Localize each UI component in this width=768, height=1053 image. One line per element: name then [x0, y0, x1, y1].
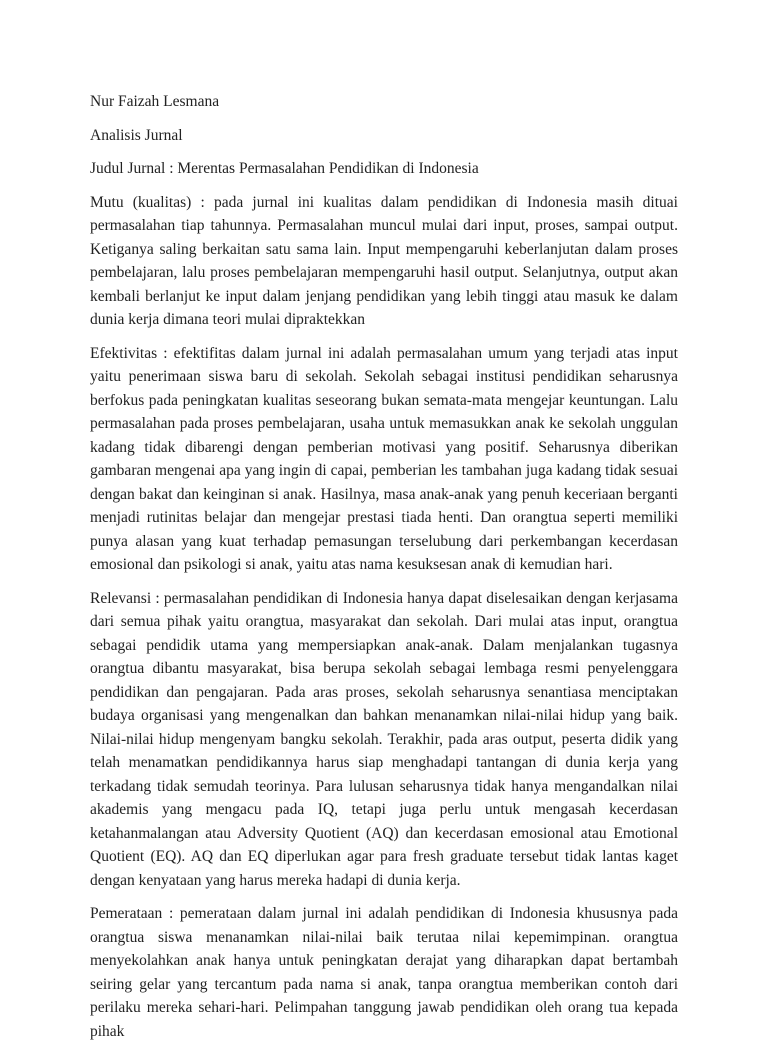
- document-page: [90, 90, 678, 1053]
- author-name: Nur Faizah Lesmana: [90, 93, 220, 110]
- document-type: Analisis Jurnal: [90, 126, 183, 144]
- paragraph-pemerataan: Pemerataan : pemerataan dalam jurnal ini adalah pendidikan di Indonesia khususnya pada orangtua siswa menanamkan nilai-nilai baik terutaa nilai kepemimpinan. orangtua menyekolahkan anak hanya untuk peningkatan derajat yang diharapkan dapat bertambah seiring gelar yang tercantum pada nama si anak, tanpa orangtua memberikan contoh dari perilaku mereka sehari-hari. Pelimpahan tanggung jawab pendidikan oleh orang tua kepada pihak: [90, 905, 678, 1040]
- journal-title: Judul Jurnal : Merentas Permasalahan Pendidikan di Indonesia: [90, 160, 479, 177]
- paragraph-efektivitas: Efektivitas : efektifitas dalam jurnal ini adalah permasalahan umum yang terjadi atas input yaitu penerimaan siswa baru di sekolah. Sekolah sebagai institusi pendidikan seharusnya berfokus pada peningkatan kualitas seseorang bukan semata-mata mengejar keuntungan. Lalu permasalahan pada proses pembelajaran, usaha untuk memasukkan anak ke sekolah unggulan kadang tidak dibarengi dengan pemberian motivasi yang positif. Seharusnya diberikan gambaran mengenai apa yang ingin di capai, pemberian les tambahan juga kadang tidak sesuai dengan bakat dan keinginan si anak. Hasilnya, masa anak-anak yang penuh keceriaan berganti menjadi rutinitas belajar dan mengejar prestasi tiada henti. Dan orangtua seperti memiliki punya alasan yang kuat terhadap pemasungan terselubung dari perkembangan kecerdasan emosional dan psikologi si anak, yaitu atas nama kesuksesan anak di kemudian hari.: [90, 344, 678, 573]
- paragraph-relevansi: Relevansi : permasalahan pendidikan di Indonesia hanya dapat diselesaikan dengan kerjasama dari semua pihak yaitu orangtua, masyarakat dan sekolah. Dari mulai atas input, orangtua sebagai pendidik utama yang mempersiapkan anak-anak. Dalam menjalankan tugasnya orangtua dibantu masyarakat, bisa berupa sekolah sebagai lembaga resmi penyelenggara pendidikan dan pengajaran. Pada aras proses, sekolah seharusnya senantiasa menciptakan budaya organisasi yang mengenalkan dan bahkan menanamkan nilai-nilai hidup yang baik. Nilai-nilai hidup mengenyam bangku sekolah. Terakhir, pada aras output, peserta didik yang telah menamatkan pendidikannya harus siap menghadapi tantangan di dunia kerja yang terkadang tidak semudah teorinya. Para lulusan seharusnya tidak hanya mengandalkan nilai akademis yang mengacu pada IQ, tetapi juga perlu untuk mengasah kecerdasan ketahanmalangan atau Adversity Quotient (AQ) dan kecerdasan emosional atau Emotional Quotient (EQ). AQ dan EQ diperlukan agar para fresh graduate tersebut tidak lantas kaget dengan kenyataan yang harus mereka hadapi di dunia kerja.: [90, 589, 678, 889]
- paragraph-mutu: Mutu (kualitas) : pada jurnal ini kualitas dalam pendidikan di Indonesia masih dituai permasalahan tiap tahunnya. Permasalahan muncul mulai dari input, proses, sampai output. Ketiganya saling berkaitan satu sama lain. Input mempengaruhi keberlanjutan dalam proses pembelajaran, lalu proses pembelajaran mempengaruhi hasil output. Selanjutnya, output akan kembali berlanjut ke input dalam jenjang pendidikan yang lebih tinggi atau masuk ke dalam dunia kerja dimana teori mulai dipraktekkan: [90, 193, 678, 328]
